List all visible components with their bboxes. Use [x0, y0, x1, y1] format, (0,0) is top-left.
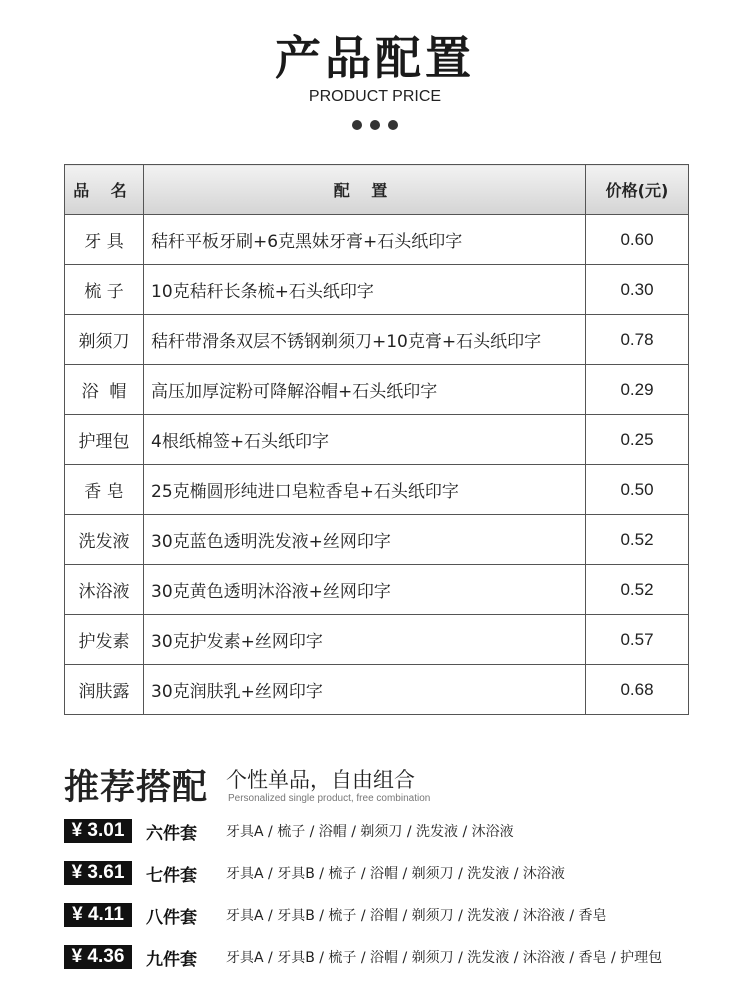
table-header-row	[65, 165, 689, 215]
item-name: 牙 具	[65, 215, 144, 265]
table-row	[65, 265, 689, 315]
product-config-table	[64, 164, 689, 715]
page-title: 产品配置	[275, 31, 475, 85]
item-name: 沐浴液	[65, 565, 144, 615]
item-price: 0.29	[586, 365, 689, 415]
combo-price-badge: ¥ 3.01	[64, 819, 132, 843]
item-name: 护理包	[65, 415, 144, 465]
dot-icon	[370, 120, 380, 130]
combo-item	[64, 942, 662, 972]
column-header-config: 配 置	[144, 165, 586, 215]
item-price: 0.52	[586, 565, 689, 615]
combo-item	[64, 858, 565, 888]
combo-items: 牙具A / 梳子 / 浴帽 / 剃须刀 / 洗发液 / 沐浴液	[226, 824, 514, 840]
item-price: 0.57	[586, 615, 689, 665]
combo-item	[64, 900, 607, 930]
combo-item	[64, 816, 514, 846]
table-row	[65, 365, 689, 415]
page-subtitle: PRODUCT PRICE	[308, 88, 442, 105]
table-row	[65, 465, 689, 515]
combo-name: 七件套	[146, 865, 197, 886]
item-price: 0.60	[586, 215, 689, 265]
item-price: 0.52	[586, 515, 689, 565]
item-config: 高压加厚淀粉可降解浴帽+石头纸印字	[144, 365, 586, 415]
combo-items: 牙具A / 牙具B / 梳子 / 浴帽 / 剃须刀 / 洗发液 / 沐浴液 / 香皂	[226, 908, 607, 924]
item-name: 浴 帽	[65, 365, 144, 415]
recommend-slogan: 个性单品，自由组合	[226, 768, 415, 792]
item-config: 30克黄色透明沐浴液+丝网印字	[144, 565, 586, 615]
item-config: 30克蓝色透明洗发液+丝网印字	[144, 515, 586, 565]
combo-items: 牙具A / 牙具B / 梳子 / 浴帽 / 剃须刀 / 洗发液 / 沐浴液 / 香皂 / 护理包	[226, 950, 663, 966]
item-name: 洗发液	[65, 515, 144, 565]
combo-name: 八件套	[146, 907, 197, 928]
dot-icon	[388, 120, 398, 130]
item-name: 护发素	[65, 615, 144, 665]
item-name: 剃须刀	[65, 315, 144, 365]
combo-price-badge: ¥ 4.11	[64, 903, 132, 927]
table-row	[65, 415, 689, 465]
item-config: 秸秆平板牙刷+6克黑妹牙膏+石头纸印字	[144, 215, 586, 265]
item-config: 30克润肤乳+丝网印字	[144, 665, 586, 715]
item-price: 0.68	[586, 665, 689, 715]
item-name: 润肤露	[65, 665, 144, 715]
item-config: 秸秆带滑条双层不锈钢剃须刀+10克膏+石头纸印字	[144, 315, 586, 365]
item-config: 25克椭圆形纯进口皂粒香皂+石头纸印字	[144, 465, 586, 515]
combo-items: 牙具A / 牙具B / 梳子 / 浴帽 / 剃须刀 / 洗发液 / 沐浴液	[226, 866, 565, 882]
table-row	[65, 515, 689, 565]
combo-name: 六件套	[146, 823, 197, 844]
item-price: 0.25	[586, 415, 689, 465]
column-header-name: 品 名	[65, 165, 144, 215]
item-name: 香 皂	[65, 465, 144, 515]
column-header-price: 价格(元)	[586, 165, 689, 215]
item-config: 4根纸棉签+石头纸印字	[144, 415, 586, 465]
item-price: 0.30	[586, 265, 689, 315]
item-price: 0.78	[586, 315, 689, 365]
item-name: 梳 子	[65, 265, 144, 315]
table-row	[65, 565, 689, 615]
table-row	[65, 615, 689, 665]
item-config: 10克秸秆长条梳+石头纸印字	[144, 265, 586, 315]
combo-price-badge: ¥ 4.36	[64, 945, 132, 969]
decorative-dots	[0, 120, 750, 130]
table-row	[65, 215, 689, 265]
combo-name: 九件套	[146, 949, 197, 970]
item-price: 0.50	[586, 465, 689, 515]
dot-icon	[352, 120, 362, 130]
recommend-slogan-en: Personalized single product, free combination	[228, 793, 431, 804]
table-row	[65, 665, 689, 715]
combo-price-badge: ¥ 3.61	[64, 861, 132, 885]
item-config: 30克护发素+丝网印字	[144, 615, 586, 665]
table-row	[65, 315, 689, 365]
recommend-title: 推荐搭配	[64, 768, 209, 808]
